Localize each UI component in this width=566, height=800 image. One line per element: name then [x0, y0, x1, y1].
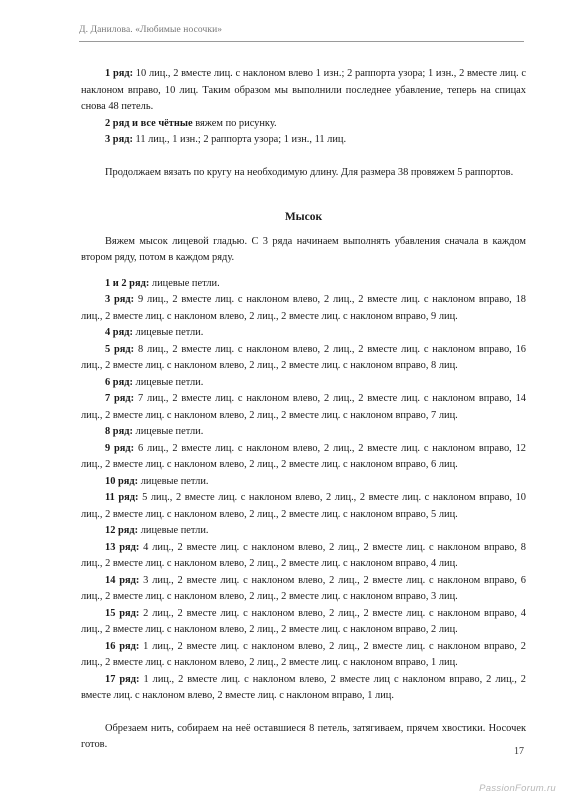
pattern-row	[81, 66, 526, 116]
continue-paragraph: Продолжаем вязать по кругу на необходимую длину. Для размера 38 провяжем 5 раппортов.	[105, 166, 514, 178]
row-text: 1 лиц., 2 вместе лиц. с наклоном влево, 2 вместе лиц с наклоном вправо, 2 лиц., 2 вместе лиц. с наклоном влево, 2 вместе лиц. с наклоном вправо, 1 лиц.	[81, 673, 526, 701]
row-label: 3 ряд:	[105, 294, 135, 305]
page-body	[81, 66, 526, 754]
row-text: 8 лиц., 2 вместе лиц. с наклоном влево, 2 лиц., 2 вместе лиц. с наклоном вправо, 16 лиц., 2 вместе лиц. с наклоном влево, 2 лиц., 2 вместе лиц. с наклоном вправо, 8 лиц.	[81, 343, 526, 371]
row-text: 5 лиц., 2 вместе лиц. с наклоном влево, 2 лиц., 2 вместе лиц. с наклоном вправо, 10 лиц., 2 вместе лиц. с наклоном влево, 2 лиц., 2 вместе лиц. с наклоном вправо, 5 лиц.	[81, 492, 527, 520]
pattern-row	[81, 606, 526, 639]
row-label: 17 ряд:	[105, 673, 140, 685]
running-head: Д. Данилова. «Любимые носочки»	[79, 25, 223, 35]
row-label: 10 ряд:	[105, 475, 139, 487]
pattern-row	[81, 325, 526, 342]
pattern-row	[81, 424, 526, 441]
closing-paragraph: Обрезаем нить, собираем на неё оставшиеся 8 петель, затягиваем, прячем хвостики. Носочек готов.	[81, 722, 526, 750]
pattern-row	[81, 276, 526, 293]
row-text: 7 лиц., 2 вместе лиц. с наклоном влево, 2 лиц., 2 вместе лиц. с наклоном вправо, 14 лиц., 2 вместе лиц. с наклоном влево, 2 лиц., 2 вместе лиц. с наклоном вправо, 7 лиц.	[81, 393, 526, 421]
pattern-row	[81, 490, 526, 523]
page-number: 17	[514, 746, 524, 757]
pattern-row	[81, 375, 526, 392]
row-label: 12 ряд:	[105, 525, 139, 536]
row-text: лицевые петли.	[138, 475, 209, 487]
row-label: 3 ряд:	[105, 134, 133, 145]
row-label: 1 и 2 ряд:	[105, 277, 150, 289]
pattern-row	[81, 391, 526, 424]
section-intro: Вяжем мысок лицевой гладью. С 3 ряда начинаем выполнять убавления сначала в каждом втором ряду, потом в каждом ряду.	[81, 235, 526, 263]
row-text: 4 лиц., 2 вместе лиц. с наклоном влево, 2 лиц., 2 вместе лиц. с наклоном вправо, 8 лиц., 2 вместе лиц. с наклоном влево, 2 лиц., 2 вместе лиц. с наклоном вправо, 4 лиц.	[81, 541, 526, 569]
row-text: 6 лиц., 2 вместе лиц. с наклоном влево, 2 лиц., 2 вместе лиц. с наклоном вправо, 12 лиц., 2 вместе лиц. с наклоном влево, 2 лиц., 2 вместе лиц. с наклоном вправо, 6 лиц.	[81, 442, 526, 470]
row-text: лицевые петли.	[132, 426, 204, 437]
row-text: 2 лиц., 2 вместе лиц. с наклоном влево, 2 лиц., 2 вместе лиц. с наклоном вправо, 4 лиц., 2 вместе лиц. с наклоном влево, 2 лиц., 2 вместе лиц. с наклоном вправо, 2 лиц.	[81, 607, 526, 635]
row-text: 11 лиц., 1 изн.; 2 раппорта узора; 1 изн., 11 лиц.	[132, 134, 347, 145]
row-label: 6 ряд:	[105, 376, 133, 388]
row-text: лицевые петли.	[138, 525, 209, 536]
pattern-row	[81, 116, 526, 133]
row-text: лицевые петли.	[132, 327, 204, 338]
toe-rows-list	[81, 276, 526, 705]
row-text: 9 лиц., 2 вместе лиц. с наклоном влево, 2 лиц., 2 вместе лиц. с наклоном вправо, 18 лиц., 2 вместе лиц. с наклоном влево, 2 лиц., 2 вместе лиц. с наклоном вправо, 9 лиц.	[81, 294, 526, 322]
pattern-row	[81, 342, 526, 375]
header-rule	[79, 41, 524, 42]
row-label: 13 ряд:	[105, 541, 140, 553]
section-title: Мысок	[284, 211, 323, 223]
pattern-row	[81, 292, 526, 325]
row-text: вяжем по рисунку.	[192, 117, 277, 129]
pattern-row	[81, 639, 526, 672]
row-label: 7 ряд:	[105, 393, 135, 404]
row-label: 2 ряд и все чётные	[105, 117, 193, 129]
pattern-row	[81, 523, 526, 540]
watermark: PassionForum.ru	[479, 783, 556, 794]
spacer	[81, 149, 526, 165]
row-label: 1 ряд:	[105, 68, 134, 79]
row-label: 14 ряд:	[105, 574, 140, 586]
spacer	[81, 267, 526, 276]
row-label: 11 ряд:	[105, 492, 139, 503]
row-label: 5 ряд:	[105, 343, 135, 355]
row-label: 4 ряд:	[105, 327, 133, 338]
row-label: 9 ряд:	[105, 442, 135, 454]
spacer	[81, 705, 526, 721]
row-text: лицевые петли.	[149, 277, 220, 289]
row-label: 8 ряд:	[105, 426, 133, 437]
row-label: 15 ряд:	[105, 607, 140, 619]
row-text: 3 лиц., 2 вместе лиц. с наклоном влево, 2 лиц., 2 вместе лиц. с наклоном вправо, 6 лиц., 2 вместе лиц. с наклоном влево, 2 лиц., 2 вместе лиц. с наклоном вправо, 3 лиц.	[81, 574, 526, 602]
pattern-row	[81, 573, 526, 606]
row-text: 10 лиц., 2 вместе лиц. с наклоном влево 1 изн.; 2 раппорта узора; 1 изн., 2 вместе лиц. с наклоном вправо, 10 лиц. Таким образом мы выполнили последнее убавление, теперь на спицах снова 48 петель.	[81, 68, 526, 112]
row-text: 1 лиц., 2 вместе лиц. с наклоном влево, 2 лиц., 2 вместе лиц. с наклоном вправо, 2 лиц., 2 вместе лиц. с наклоном влево, 2 лиц., 2 вместе лиц. с наклоном вправо, 1 лиц.	[81, 640, 526, 668]
pattern-row	[81, 474, 526, 491]
pattern-row	[81, 672, 526, 705]
spacer	[81, 181, 526, 197]
row-text: лицевые петли.	[132, 376, 204, 388]
pattern-row	[81, 132, 526, 149]
row-label: 16 ряд:	[105, 640, 140, 652]
pattern-row	[81, 540, 526, 573]
pattern-row	[81, 441, 526, 474]
